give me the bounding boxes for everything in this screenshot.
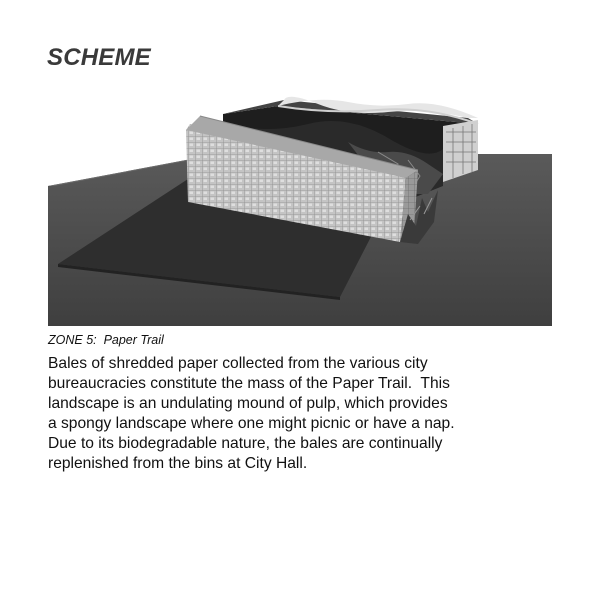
paper-trail-render [48, 94, 552, 326]
description-paragraph [48, 354, 558, 474]
description-line: Bales of shredded paper collected from the various city [48, 355, 428, 372]
page-title: SCHEME [47, 44, 151, 71]
figure-caption: ZONE 5: Paper Trail [48, 333, 164, 347]
description-line: landscape is an undulating mound of pulp, which provides [48, 395, 448, 412]
description-line: bureaucracies constitute the mass of the Paper Trail. This [48, 375, 450, 392]
description-line: Due to its biodegradable nature, the bales are continually [48, 435, 443, 452]
description-line: a spongy landscape where one might picnic or have a nap. [48, 415, 455, 432]
description-line: replenished from the bins at City Hall. [48, 455, 308, 472]
